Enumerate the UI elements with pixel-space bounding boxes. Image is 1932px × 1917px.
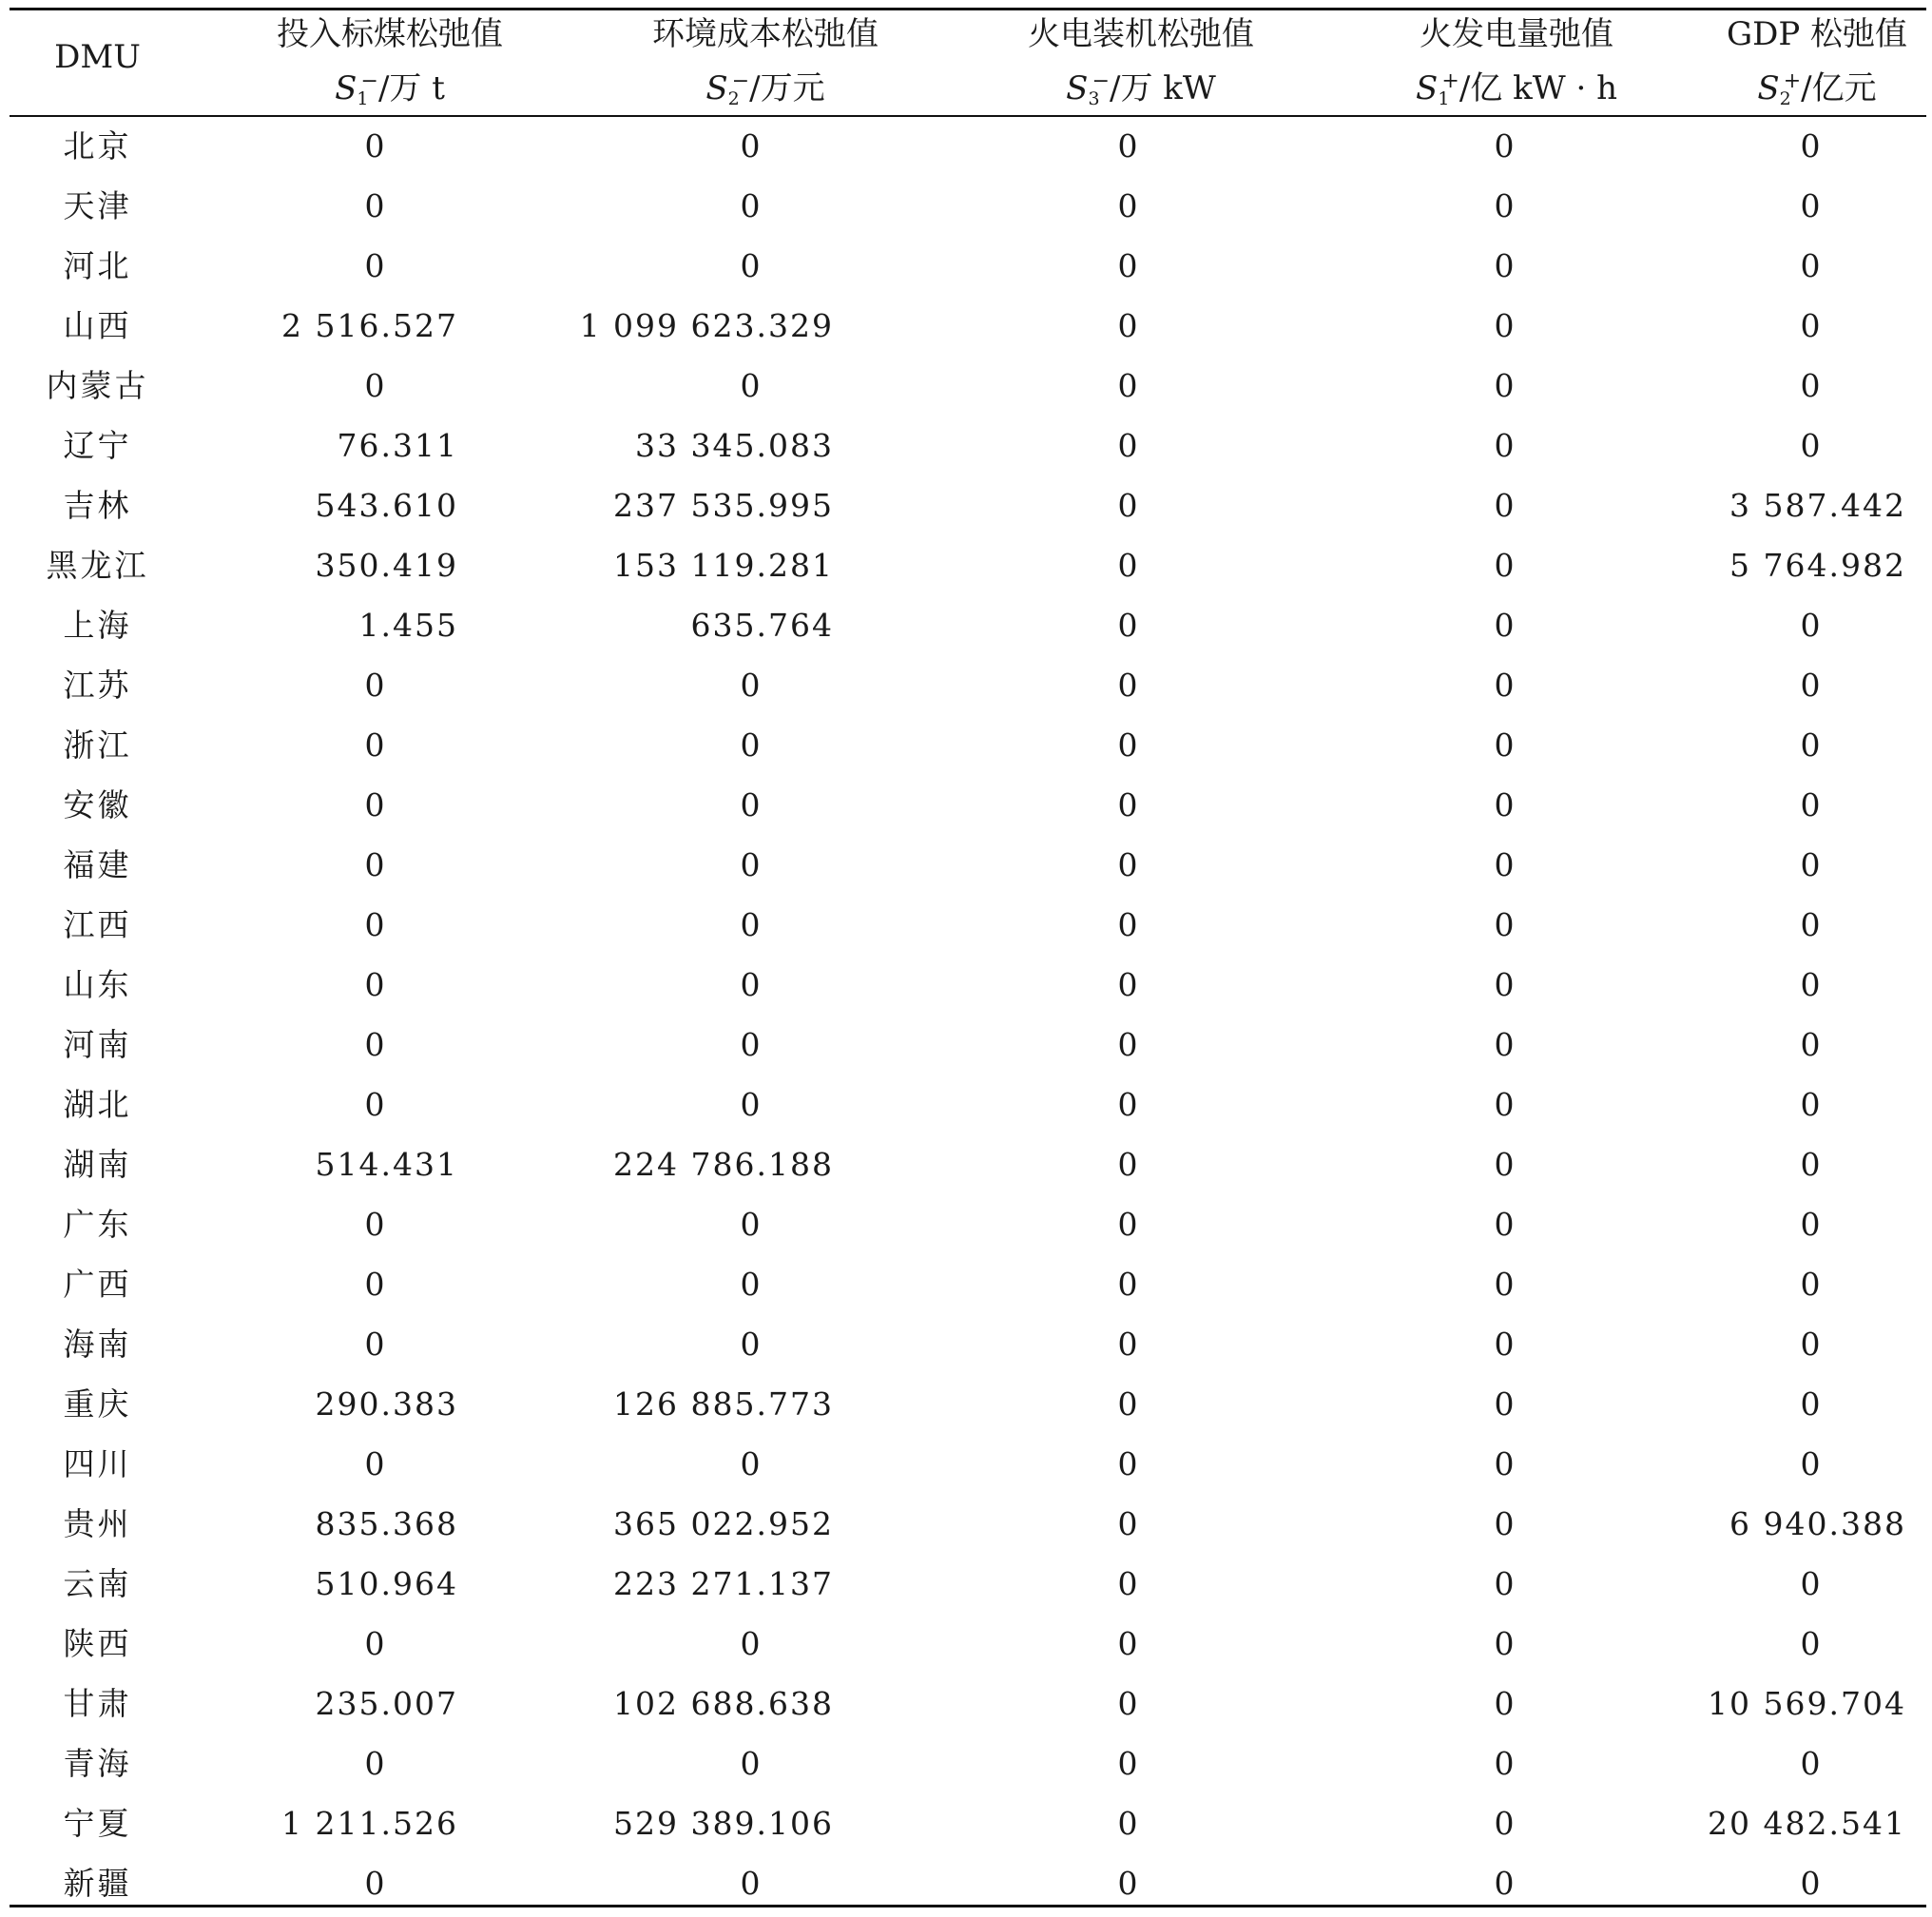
- slack-value: 0: [364, 247, 387, 284]
- table-row: [10, 1374, 1926, 1434]
- slack-value: 0: [1494, 367, 1517, 404]
- slack-value: 0: [740, 247, 763, 284]
- header-dmu: DMU: [54, 38, 141, 76]
- slack-value: 0: [364, 1026, 387, 1063]
- slack-value: 0: [1800, 1625, 1823, 1662]
- slack-value: 0: [740, 367, 763, 404]
- slack-value: 0: [1117, 1026, 1140, 1063]
- slack-value: 0: [364, 1086, 387, 1123]
- slack-value: 0: [364, 1865, 387, 1902]
- header-unit: $S_1^+/$亿 kW · h: [1416, 69, 1617, 109]
- slack-value: 0: [1800, 1745, 1823, 1782]
- slack-value: 0: [364, 1206, 387, 1243]
- slack-value: 0: [1800, 1445, 1823, 1482]
- header-gdp-slack: [1708, 15, 1926, 118]
- slack-value: 0: [364, 1745, 387, 1782]
- slack-value: 237 535.995: [613, 487, 834, 524]
- slack-value: 0: [1800, 1385, 1823, 1423]
- slack-value: 0: [1800, 607, 1823, 644]
- slack-value: 0: [1117, 607, 1140, 644]
- slack-value: 365 022.952: [613, 1505, 834, 1542]
- header-unit: $S_2^+/$亿元: [1757, 69, 1877, 109]
- slack-value: 0: [1800, 187, 1823, 224]
- dmu-name: 河南: [63, 1026, 132, 1063]
- slack-value: 20 482.541: [1708, 1805, 1906, 1842]
- slack-value: 0: [1117, 1625, 1140, 1662]
- dmu-name: 海南: [63, 1326, 132, 1363]
- table-row: [10, 1075, 1926, 1134]
- slack-value: 0: [740, 846, 763, 883]
- table-row: [10, 296, 1926, 356]
- slack-value: 6 940.388: [1729, 1505, 1906, 1542]
- header-generation-slack: [1326, 15, 1707, 118]
- bottom-rule: [10, 1905, 1926, 1907]
- table-row: [10, 1793, 1926, 1853]
- slack-value: 0: [364, 187, 387, 224]
- dmu-name: 上海: [63, 607, 132, 644]
- slack-value: 0: [1494, 127, 1517, 165]
- slack-value: 0: [1117, 966, 1140, 1003]
- slack-value: 0: [364, 846, 387, 883]
- slack-value: 0: [1494, 786, 1517, 823]
- slack-value: 0: [1800, 307, 1823, 344]
- dmu-name: 广东: [63, 1206, 132, 1243]
- slack-value: 0: [1117, 1146, 1140, 1183]
- table-row: [10, 1254, 1926, 1314]
- dmu-name: 江西: [63, 906, 132, 943]
- dmu-name: 贵州: [63, 1505, 132, 1542]
- slack-value: 0: [1494, 1086, 1517, 1123]
- slack-value: 0: [1800, 846, 1823, 883]
- dmu-name: 黑龙江: [46, 547, 149, 584]
- dmu-name: 山西: [63, 307, 132, 344]
- slack-value: 0: [1494, 846, 1517, 883]
- slack-value: 543.610: [315, 487, 458, 524]
- slack-value: 0: [1494, 1685, 1517, 1722]
- slack-value: 0: [1117, 307, 1140, 344]
- slack-value: 0: [1117, 1565, 1140, 1602]
- slack-value: 835.368: [315, 1505, 458, 1542]
- slack-value: 0: [1800, 966, 1823, 1003]
- slack-value: 0: [1494, 1385, 1517, 1423]
- slack-value: 0: [1800, 1565, 1823, 1602]
- slack-value: 0: [1117, 1206, 1140, 1243]
- slack-value: 0: [1800, 1086, 1823, 1123]
- slack-value: 0: [1494, 487, 1517, 524]
- table-row: [10, 1674, 1926, 1733]
- slack-value: 0: [1494, 247, 1517, 284]
- dmu-name: 重庆: [63, 1385, 132, 1423]
- header-coal-slack: [200, 15, 580, 118]
- slack-value: 0: [1494, 906, 1517, 943]
- dmu-name: 山东: [63, 966, 132, 1003]
- slack-value: 0: [1117, 906, 1140, 943]
- slack-value: 0: [1800, 1266, 1823, 1303]
- slack-value: 0: [1117, 487, 1140, 524]
- slack-value: 0: [1494, 966, 1517, 1003]
- slack-value: 0: [1800, 726, 1823, 764]
- dmu-name: 甘肃: [63, 1685, 132, 1722]
- slack-value: 0: [1800, 247, 1823, 284]
- slack-value: 290.383: [315, 1385, 458, 1423]
- slack-value: 126 885.773: [613, 1385, 834, 1423]
- slack-value: 33 345.083: [635, 427, 834, 464]
- slack-value: 10 569.704: [1708, 1685, 1906, 1722]
- slack-value: 0: [1494, 307, 1517, 344]
- table-row: [10, 1554, 1926, 1614]
- header-title: 环境成本松弛值: [652, 15, 879, 53]
- slack-value: 0: [1117, 1505, 1140, 1542]
- slack-value: 0: [364, 127, 387, 165]
- slack-value: 514.431: [315, 1146, 458, 1183]
- slack-value: 0: [1117, 1745, 1140, 1782]
- slack-value: 0: [740, 906, 763, 943]
- slack-value: 0: [1494, 1026, 1517, 1063]
- table-row: [10, 1015, 1926, 1075]
- slack-value: 0: [1117, 1445, 1140, 1482]
- slack-value: 0: [1800, 427, 1823, 464]
- slack-value: 0: [1800, 1026, 1823, 1063]
- slack-value: 0: [1117, 367, 1140, 404]
- slack-value: 0: [364, 726, 387, 764]
- slack-value: 0: [1117, 786, 1140, 823]
- table-row: [10, 1614, 1926, 1674]
- slack-value: 0: [740, 1026, 763, 1063]
- slack-value: 0: [1494, 1865, 1517, 1902]
- slack-value: 0: [1800, 1865, 1823, 1902]
- slack-value: 0: [364, 1625, 387, 1662]
- table-row: [10, 475, 1926, 535]
- dmu-name: 宁夏: [63, 1805, 132, 1842]
- table-row: [10, 236, 1926, 296]
- table-row: [10, 416, 1926, 475]
- table-row: [10, 1494, 1926, 1554]
- slack-value: 0: [364, 906, 387, 943]
- slack-value: 635.764: [690, 607, 834, 644]
- dmu-name: 广西: [63, 1266, 132, 1303]
- slack-value: 0: [1494, 1745, 1517, 1782]
- slack-value: 0: [1494, 607, 1517, 644]
- slack-value: 0: [740, 1326, 763, 1363]
- slack-value: 0: [1494, 1625, 1517, 1662]
- slack-value: 0: [364, 1266, 387, 1303]
- dmu-name: 四川: [63, 1445, 132, 1482]
- slack-value: 0: [740, 966, 763, 1003]
- slack-value: 223 271.137: [613, 1565, 834, 1602]
- top-rule: [10, 8, 1926, 10]
- slack-value: 5 764.982: [1729, 547, 1906, 584]
- slack-value: 1 211.526: [281, 1805, 458, 1842]
- slack-value: 0: [1800, 786, 1823, 823]
- dmu-name: 陕西: [63, 1625, 132, 1662]
- slack-value: 0: [1117, 127, 1140, 165]
- table-row: [10, 116, 1926, 176]
- slack-value: 0: [740, 127, 763, 165]
- slack-value: 0: [1800, 667, 1823, 704]
- slack-value: 0: [364, 1445, 387, 1482]
- header-title: GDP 松弛值: [1726, 15, 1908, 53]
- slack-value: 0: [1117, 1805, 1140, 1842]
- table-row: [10, 176, 1926, 236]
- slack-value: 0: [1117, 1685, 1140, 1722]
- header-title: 投入标煤松弛值: [277, 15, 503, 53]
- slack-value: 0: [1494, 667, 1517, 704]
- slack-value: 0: [1494, 1326, 1517, 1363]
- slack-value: 0: [364, 667, 387, 704]
- table-row: [10, 1194, 1926, 1254]
- header-title: 火电装机松弛值: [1028, 15, 1254, 53]
- dmu-name: 天津: [63, 187, 132, 224]
- header-title: 火发电量弛值: [1420, 15, 1613, 53]
- slack-value: 0: [740, 1206, 763, 1243]
- slack-value: 0: [1494, 1445, 1517, 1482]
- slack-value: 0: [740, 187, 763, 224]
- table-row: [10, 356, 1926, 416]
- slack-value: 1 099 623.329: [579, 307, 834, 344]
- dmu-name: 福建: [63, 846, 132, 883]
- table-row: [10, 715, 1926, 775]
- dmu-name: 内蒙古: [46, 367, 149, 404]
- slack-value: 102 688.638: [613, 1685, 834, 1722]
- dmu-name: 吉林: [63, 487, 132, 524]
- slack-value: 0: [1494, 1206, 1517, 1243]
- slack-value: 0: [1117, 1326, 1140, 1363]
- slack-value: 0: [1800, 1206, 1823, 1243]
- dmu-name: 湖南: [63, 1146, 132, 1183]
- slack-value: 0: [364, 367, 387, 404]
- slack-value: 0: [1494, 187, 1517, 224]
- dmu-name: 北京: [63, 127, 132, 165]
- slack-value: 1.455: [358, 607, 458, 644]
- slack-value: 0: [740, 1086, 763, 1123]
- slack-value: 0: [364, 786, 387, 823]
- slack-value: 350.419: [315, 547, 458, 584]
- slack-value: 0: [1494, 1805, 1517, 1842]
- dmu-name: 新疆: [63, 1865, 132, 1902]
- slack-value: 0: [364, 1326, 387, 1363]
- table-row: [10, 1314, 1926, 1374]
- dmu-name: 辽宁: [63, 427, 132, 464]
- slack-value: 0: [1117, 846, 1140, 883]
- dmu-name: 江苏: [63, 667, 132, 704]
- dmu-name: 湖北: [63, 1086, 132, 1123]
- table-row: [10, 535, 1926, 595]
- slack-value: 0: [1800, 127, 1823, 165]
- slack-value: 153 119.281: [613, 547, 834, 584]
- slack-value: 2 516.527: [281, 307, 458, 344]
- table-row: [10, 775, 1926, 835]
- dmu-name: 河北: [63, 247, 132, 284]
- slack-value: 0: [1117, 1086, 1140, 1123]
- slack-value: 0: [740, 1745, 763, 1782]
- slack-value: 0: [1117, 187, 1140, 224]
- slack-value: 0: [1494, 1146, 1517, 1183]
- slack-value: 0: [740, 1625, 763, 1662]
- slack-value: 0: [1494, 726, 1517, 764]
- table-row: [10, 1434, 1926, 1494]
- header-unit: $S_1^-/$万 t: [335, 69, 445, 109]
- table-row: [10, 595, 1926, 655]
- slack-value: 0: [1117, 1266, 1140, 1303]
- slack-value: 0: [1494, 1505, 1517, 1542]
- dmu-name: 浙江: [63, 726, 132, 764]
- slack-value: 224 786.188: [613, 1146, 834, 1183]
- slack-value: 510.964: [315, 1565, 458, 1602]
- slack-value: 0: [740, 786, 763, 823]
- table-row: [10, 835, 1926, 895]
- slack-value: 529 389.106: [613, 1805, 834, 1842]
- table-row: [10, 1134, 1926, 1194]
- slack-value: 0: [1800, 1326, 1823, 1363]
- header-unit: $S_3^-/$万 kW: [1066, 69, 1216, 109]
- slack-value: 0: [1494, 427, 1517, 464]
- table-row: [10, 895, 1926, 955]
- slack-value: 235.007: [315, 1685, 458, 1722]
- table-row: [10, 1733, 1926, 1793]
- slack-value: 0: [1494, 547, 1517, 584]
- slack-value: 0: [1117, 247, 1140, 284]
- header-unit: $S_2^-/$万元: [705, 69, 825, 109]
- slack-value: 0: [1117, 427, 1140, 464]
- slack-value: 0: [1800, 906, 1823, 943]
- slack-value: 0: [364, 966, 387, 1003]
- header-capacity-slack: [951, 15, 1331, 118]
- slack-value: 0: [740, 1445, 763, 1482]
- slack-value: 0: [1800, 367, 1823, 404]
- header-env-cost-slack: [575, 15, 956, 118]
- slack-value: 0: [740, 1266, 763, 1303]
- slack-value: 0: [740, 726, 763, 764]
- dmu-name: 安徽: [63, 786, 132, 823]
- slack-value: 0: [1800, 1146, 1823, 1183]
- table-row: [10, 655, 1926, 715]
- slack-value: 0: [1117, 667, 1140, 704]
- slack-value: 3 587.442: [1729, 487, 1906, 524]
- slack-value: 0: [1117, 1865, 1140, 1902]
- slack-value: 0: [1494, 1565, 1517, 1602]
- slack-value: 0: [740, 667, 763, 704]
- dmu-name: 青海: [63, 1745, 132, 1782]
- table-row: [10, 955, 1926, 1015]
- slack-value: 0: [1117, 1385, 1140, 1423]
- slack-value: 0: [1117, 726, 1140, 764]
- slack-value: 76.311: [337, 427, 458, 464]
- slack-value: 0: [740, 1865, 763, 1902]
- slack-value: 0: [1117, 547, 1140, 584]
- slack-value: 0: [1494, 1266, 1517, 1303]
- dmu-name: 云南: [63, 1565, 132, 1602]
